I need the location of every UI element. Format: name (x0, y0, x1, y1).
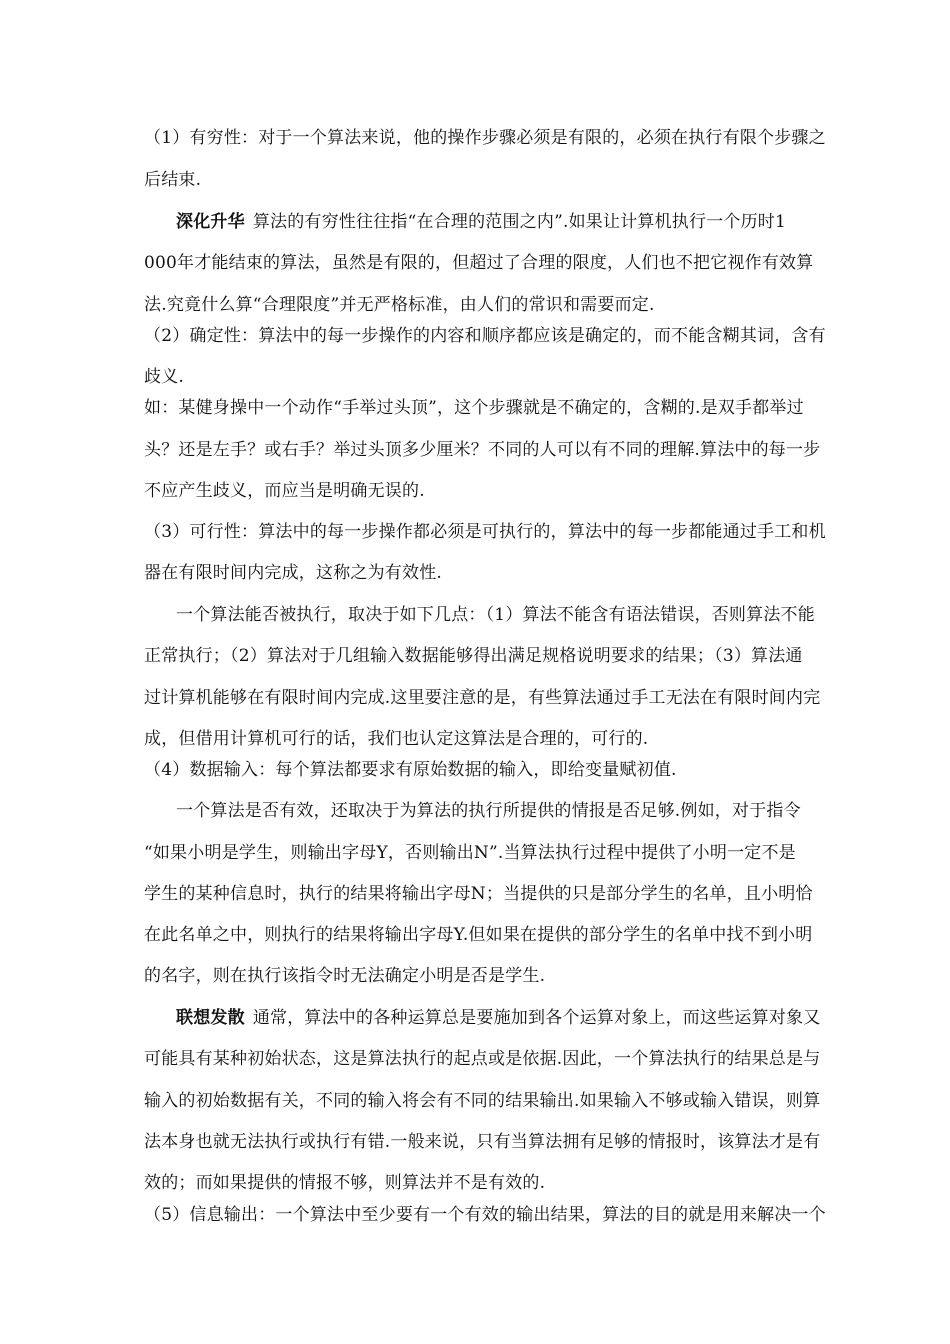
text-line: 000年才能结束的算法，虽然是有限的，但超过了合理的限度，人们也不把它视作有效算 (144, 253, 814, 273)
paragraph-deepen (176, 212, 840, 232)
text-line: 头？还是左手？或右手？举过头顶多少厘米？不同的人可以有不同的理解.算法中的每一步 (144, 440, 821, 460)
text-line: 歧义. (144, 367, 185, 387)
heading-keyword: 深化升华 (176, 212, 245, 232)
text-line: “如果小明是学生，则输出字母Y，否则输出N”.当算法执行过程中提供了小明一定不是 (144, 843, 796, 863)
text-span: 算法的有穷性往往指“在合理的范围之内”.如果让计算机执行一个历时1 (252, 212, 787, 232)
text-line: 器在有限时间内完成，这称之为有效性. (144, 563, 443, 583)
text-line: 的名字，则在执行该指令时无法确定小明是否是学生. (144, 966, 546, 986)
text-line: 过计算机能够在有限时间内完成.这里要注意的是，有些算法通过手工无法在有限时间内完 (144, 688, 821, 708)
text-line: 可能具有某种初始状态，这是算法执行的起点或是依据.因此，一个算法执行的结果总是与 (144, 1049, 821, 1069)
text-line: 学生的某种信息时，执行的结果将输出字母N；当提供的只是部分学生的名单，且小明恰 (144, 884, 813, 904)
text-line: 法.究竟什么算“合理限度”并无严格标准，由人们的常识和需要而定. (144, 295, 655, 315)
text-span: 通常，算法中的各种运算总是要施加到各个运算对象上，而这些运算对象又 (252, 1008, 821, 1028)
text-line: 效的；而如果提供的情报不够，则算法并不是有效的. (144, 1173, 546, 1193)
text-line: （4）数据输入：每个算法都要求有原始数据的输入，即给变量赋初值. (144, 760, 677, 780)
text-line: 一个算法能否被执行，取决于如下几点：（1）算法不能含有语法错误，否则算法不能 (176, 605, 815, 625)
heading-keyword: 联想发散 (176, 1008, 245, 1028)
text-line: 如：某健身操中一个动作“手举过头顶”，这个步骤就是不确定的，含糊的.是双手都举过 (144, 398, 804, 418)
text-line: 输入的初始数据有关，不同的输入将会有不同的结果输出.如果输入不够或输入错误，则算 (144, 1091, 821, 1111)
text-line: （3）可行性：算法中的每一步操作都必须是可执行的，算法中的每一步都能通过手工和机 (144, 522, 826, 542)
text-line: 法本身也就无法执行或执行有错.一般来说，只有当算法拥有足够的情报时，该算法才是有 (144, 1132, 821, 1152)
text-line: 一个算法是否有效，还取决于为算法的执行所提供的情报是否足够.例如，对于指令 (176, 801, 801, 821)
text-line: 成，但借用计算机可行的话，我们也认定这算法是合理的，可行的. (144, 729, 649, 749)
text-line: 不应产生歧义，而应当是明确无误的. (144, 481, 425, 501)
text-line: （2）确定性：算法中的每一步操作的内容和顺序都应该是确定的，而不能含糊其词，含有 (144, 326, 826, 346)
text-line: （1）有穷性：对于一个算法来说，他的操作步骤必须是有限的，必须在执行有限个步骤之 (144, 128, 826, 148)
paragraph-associate (176, 1008, 840, 1028)
text-line: 正常执行；（2）算法对于几组输入数据能够得出满足规格说明要求的结果；（3）算法通 (144, 646, 803, 666)
text-line: （5）信息输出：一个算法中至少要有一个有效的输出结果，算法的目的就是用来解决一个 (144, 1205, 826, 1225)
text-line: 在此名单之中，则执行的结果将输出字母Y.但如果在提供的部分学生的名单中找不到小明 (144, 925, 813, 945)
text-line: 后结束. (144, 170, 202, 190)
